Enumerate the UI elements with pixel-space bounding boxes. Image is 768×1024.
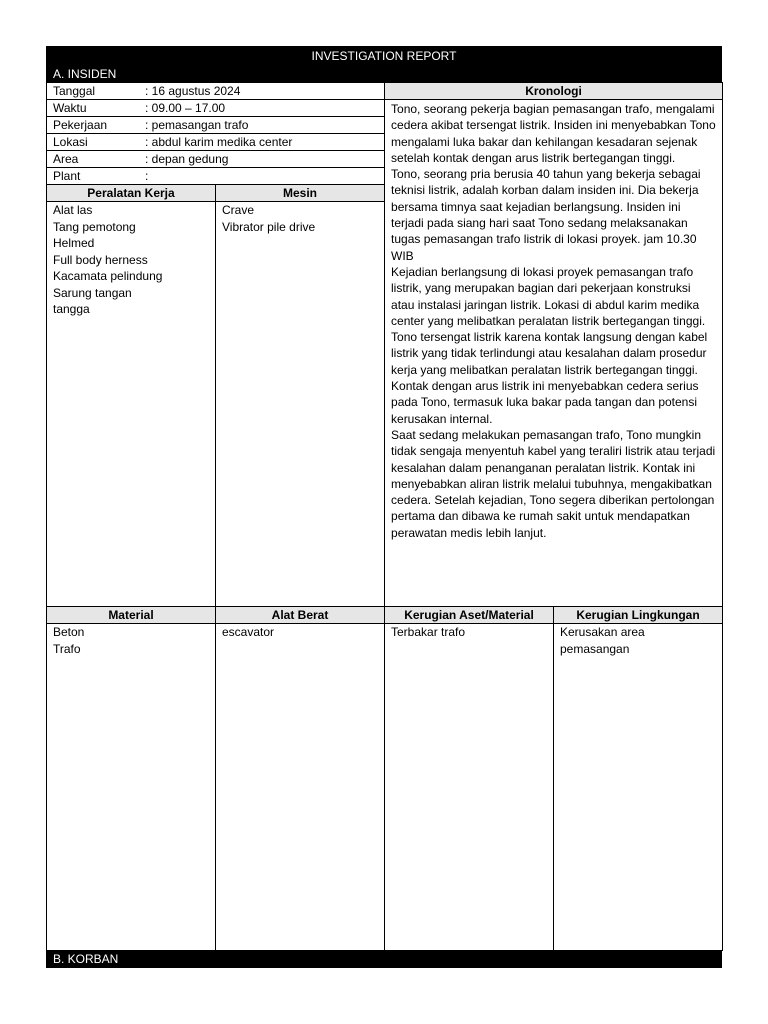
section-b-header: B. KORBAN	[46, 951, 722, 968]
list-item: Sarung tangan	[53, 285, 132, 300]
kronologi-paragraph: Tono tersengat listrik karena kontak langsung dengan kabel listrik yang tidak terlindungi atau kesalahan dalam prosedur kerja yang melibatkan peralatan listrik bertegangan tinggi. Kontak dengan arus listrik ini menyebabkan cedera serius pada Tono, termasuk luka bakar pada tangan dan potensi kerusakan internal.	[391, 330, 708, 426]
kronologi-paragraph: Saat sedang melakukan pemasangan trafo, Tono mungkin tidak sengaja menyentuh kabel yang teraliri listrik atau terjadi kesalahan dalam penanganan peralatan listrik. Kontak ini menyebabkan aliran listrik melalui tubuhnya, mengakibatkan cedera. Setelah kejadian, Tono segera diberikan pertolongan pertama dan dibawa ke rumah sakit untuk mendapatkan perawatan medis lebih lanjut.	[391, 427, 716, 540]
info-label: Plant	[53, 169, 81, 183]
list-item: Full body herness	[53, 252, 148, 267]
peralatan-kerja-header: Peralatan Kerja	[47, 185, 216, 202]
insiden-table	[46, 82, 723, 607]
kronologi-paragraph: Kejadian berlangsung di lokasi proyek pemasangan trafo listrik, yang merupakan bagian dari pekerjaan konstruksi atau instalasi jaringan listrik. Lokasi di abdul karim medika center yang melibatkan peralatan listrik bertegangan tinggi.	[391, 264, 706, 328]
list-item: Kerusakan area pemasangan	[560, 625, 645, 656]
alat-berat-list	[216, 624, 385, 951]
info-label: Tanggal	[53, 84, 96, 98]
kronologi-header: Kronologi	[385, 83, 723, 100]
info-label: Pekerjaan	[53, 118, 108, 132]
list-item: Beton	[53, 625, 85, 639]
kerugian-table	[46, 606, 723, 951]
list-item: Alat las	[53, 203, 93, 217]
info-value: : 16 agustus 2024	[145, 84, 241, 98]
kerugian-lingkungan-list	[554, 624, 723, 951]
investigation-report	[46, 46, 722, 968]
kerugian-aset-header: Kerugian Aset/Material	[385, 607, 554, 624]
report-title: INVESTIGATION REPORT	[46, 46, 722, 66]
mesin-list	[216, 202, 385, 607]
alat-berat-header: Alat Berat	[216, 607, 385, 624]
info-label: Lokasi	[53, 135, 88, 149]
list-item: Kacamata pelindung	[53, 269, 163, 283]
info-row-lokasi	[47, 134, 385, 151]
kronologi-text	[385, 100, 723, 607]
material-header: Material	[47, 607, 216, 624]
mesin-header: Mesin	[216, 185, 385, 202]
list-item: Tang pemotong	[53, 219, 136, 234]
list-item: tangga	[53, 302, 90, 316]
list-item: Trafo	[53, 641, 81, 656]
info-row-tanggal	[47, 83, 385, 100]
info-label: Area	[53, 152, 79, 166]
info-value: :	[145, 169, 149, 183]
info-row-pekerjaan	[47, 117, 385, 134]
kerugian-aset-list	[385, 624, 554, 951]
info-value: : 09.00 – 17.00	[145, 101, 226, 115]
list-item: Crave	[222, 203, 255, 217]
info-row-plant	[47, 168, 385, 185]
kronologi-paragraph: Tono, seorang pria berusia 40 tahun yang bekerja sebagai teknisi listrik, adalah korban dalam insiden ini. Dia bekerja bersama timnya saat kejadian berlangsung. Insiden ini terjadi pada siang hari saat Tono sedang melaksanakan tugas pemasangan trafo listrik di lokasi proyek. jam 10.30 WIB	[391, 167, 701, 263]
list-item: Vibrator pile drive	[222, 219, 316, 234]
section-a-header: A. INSIDEN	[46, 66, 722, 82]
info-value: : pemasangan trafo	[145, 118, 249, 132]
info-row-waktu	[47, 100, 385, 117]
kerugian-lingkungan-header: Kerugian Lingkungan	[554, 607, 723, 624]
list-item: Helmed	[53, 236, 95, 250]
peralatan-kerja-list	[47, 202, 216, 607]
kronologi-paragraph: Tono, seorang pekerja bagian pemasangan trafo, mengalami cedera akibat tersengat listrik. Insiden ini menyebabkan Tono mengalami luka bakar dan kehilangan kesadaran sejenak setelah kontak dengan arus listrik bertegangan tinggi.	[391, 102, 716, 165]
list-item: Terbakar trafo	[391, 625, 466, 639]
material-list	[47, 624, 216, 951]
info-row-area	[47, 151, 385, 168]
list-item: escavator	[222, 625, 275, 639]
info-value: : abdul karim medika center	[145, 135, 293, 149]
info-label: Waktu	[53, 101, 87, 115]
info-value: : depan gedung	[145, 152, 229, 166]
